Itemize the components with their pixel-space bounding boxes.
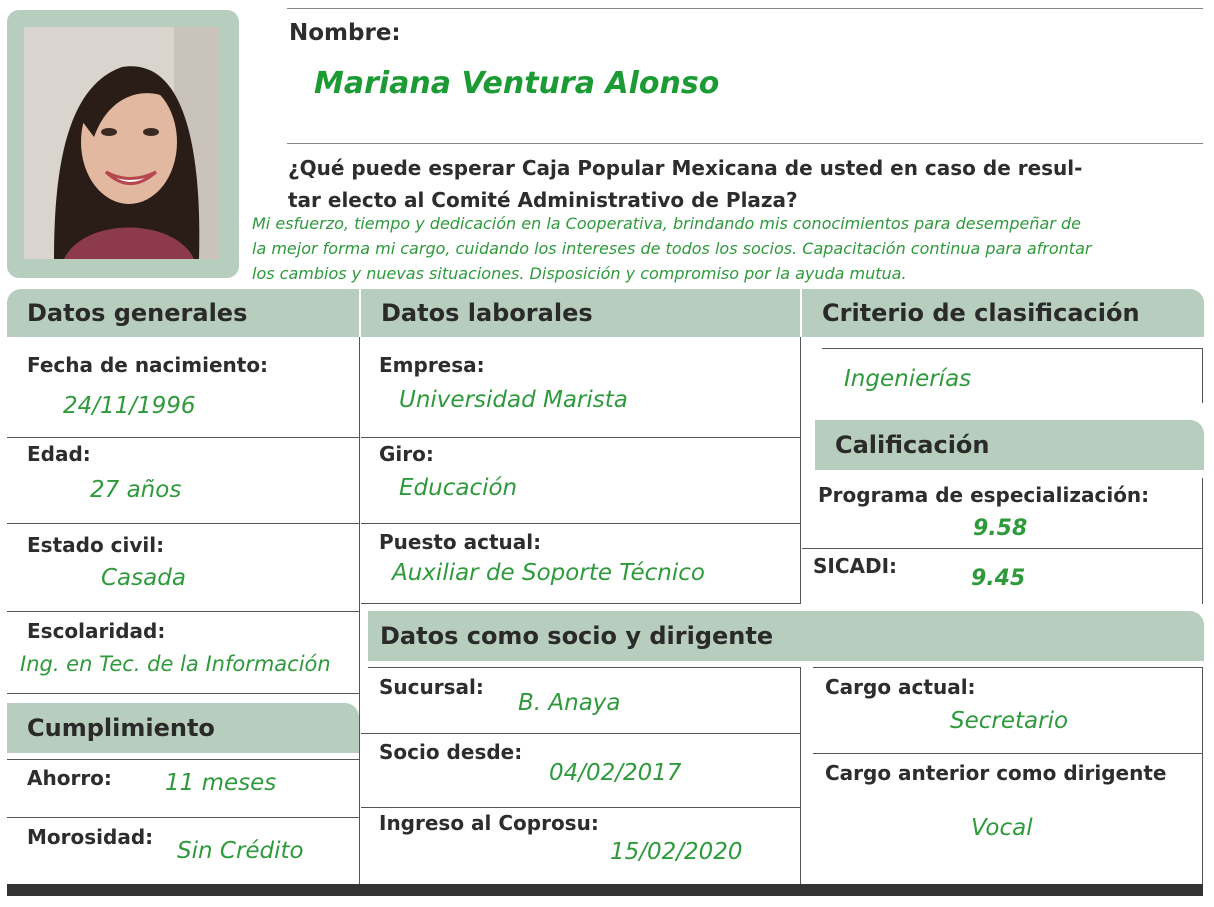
morosidad-value: Sin Crédito [177, 838, 304, 864]
divider [361, 807, 800, 808]
divider [361, 437, 800, 438]
divider [1202, 667, 1203, 885]
divider [7, 523, 359, 524]
giro-value: Educación [399, 475, 518, 501]
top-rule [287, 8, 1203, 9]
cargo-anterior-label: Cargo anterior como dirigente [825, 761, 1167, 785]
sucursal-label: Sucursal: [379, 675, 484, 699]
question-line-2: tar electo al Comité Administrativo de Plaza? [288, 188, 798, 212]
fecha-value: 24/11/1996 [63, 393, 196, 419]
socio-desde-value: 04/02/2017 [549, 760, 682, 786]
divider [7, 693, 359, 694]
sicadi-value: 9.45 [971, 566, 1026, 591]
question-line-1: ¿Qué puede esperar Caja Popular Mexicana de usted en caso de resul- [288, 156, 1083, 180]
escolaridad-label: Escolaridad: [27, 619, 166, 643]
cumplimiento-header: Cumplimiento [7, 703, 359, 753]
criterio-value: Ingenierías [844, 366, 972, 392]
cargo-actual-label: Cargo actual: [825, 675, 976, 699]
answer-line-1: Mi esfuerzo, tiempo y dedicación en la Cooperativa, brindando mis conocimientos para desempeñar de [252, 214, 1081, 233]
socio-header: Datos como socio y dirigente [368, 611, 1204, 661]
sucursal-value: B. Anaya [518, 690, 621, 716]
divider [7, 817, 359, 818]
morosidad-label: Morosidad: [27, 825, 154, 849]
answer-line-2: la mejor forma mi cargo, cuidando los intereses de todos los socios. Capacitación continua para afrontar [252, 239, 1092, 258]
criterio-header: Criterio de clasificación [802, 289, 1204, 337]
sicadi-label: SICADI: [813, 554, 898, 578]
edad-label: Edad: [27, 442, 91, 466]
divider [813, 667, 1202, 668]
name-label: Nombre: [289, 20, 401, 46]
name-rule [287, 143, 1203, 144]
answer-text [252, 211, 1202, 286]
puesto-label: Puesto actual: [379, 530, 542, 554]
cargo-anterior-value: Vocal [971, 815, 1033, 841]
col-divider-mid [800, 337, 801, 604]
cargo-actual-value: Secretario [950, 708, 1069, 734]
bottom-bar [7, 884, 1203, 896]
ahorro-value: 11 meses [165, 770, 277, 796]
calificacion-header: Calificación [815, 420, 1204, 470]
divider [1202, 348, 1203, 403]
empresa-value: Universidad Marista [399, 387, 628, 413]
escolaridad-value: Ing. en Tec. de la Información [20, 652, 331, 676]
programa-value: 9.58 [973, 516, 1028, 541]
divider [368, 667, 800, 668]
divider [7, 437, 359, 438]
ahorro-label: Ahorro: [27, 766, 112, 790]
divider [361, 523, 800, 524]
programa-label: Programa de especialización: [818, 483, 1150, 507]
puesto-value: Auxiliar de Soporte Técnico [392, 560, 705, 586]
divider [822, 348, 1202, 349]
ingreso-label: Ingreso al Coprosu: [379, 811, 599, 835]
estado-label: Estado civil: [27, 533, 165, 557]
edad-value: 27 años [90, 477, 182, 503]
candidate-photo [24, 27, 220, 259]
divider [813, 753, 1202, 754]
divider [802, 548, 1202, 549]
giro-label: Giro: [379, 442, 434, 466]
divider [7, 759, 359, 760]
divider [361, 603, 800, 604]
ingreso-value: 15/02/2020 [610, 839, 743, 865]
datos-generales-header: Datos generales [7, 289, 359, 337]
estado-value: Casada [101, 565, 186, 591]
fecha-label: Fecha de nacimiento: [27, 353, 269, 377]
divider [7, 611, 359, 612]
answer-line-3: los cambios y nuevas situaciones. Disposición y compromiso por la ayuda mutua. [252, 264, 907, 283]
candidate-name: Mariana Ventura Alonso [314, 66, 720, 101]
divider [1202, 478, 1203, 604]
col-divider-socio [800, 667, 801, 885]
socio-desde-label: Socio desde: [379, 740, 523, 764]
col-divider-left [359, 337, 360, 885]
datos-laborales-header: Datos laborales [361, 289, 800, 337]
divider [361, 733, 800, 734]
empresa-label: Empresa: [379, 353, 485, 377]
